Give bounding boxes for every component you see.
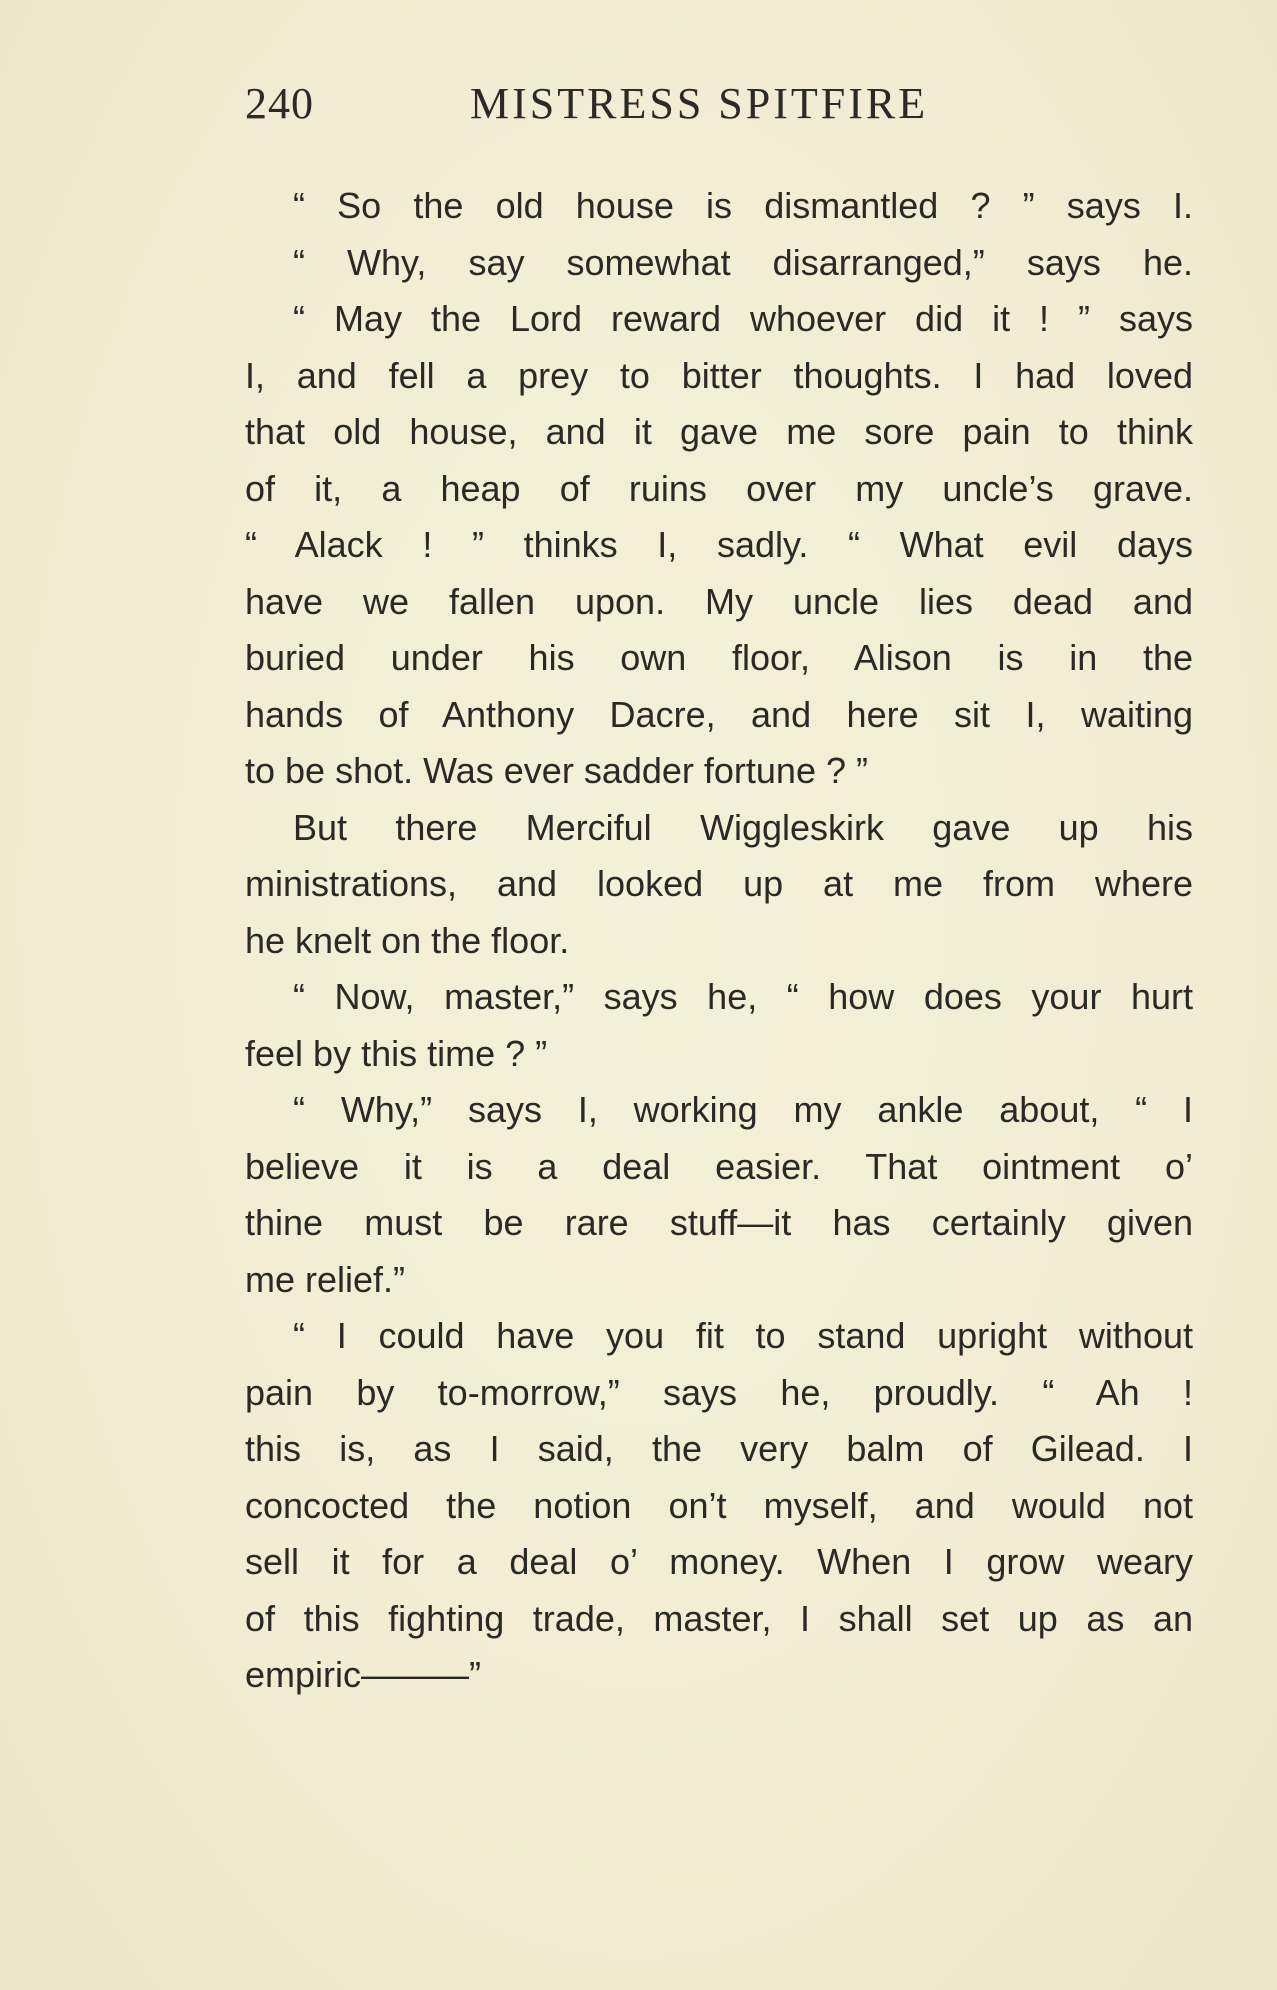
page-header xyxy=(245,78,965,138)
text-line: this is, as I said, the very balm of Gilead. I xyxy=(245,1428,1193,1469)
text-line: sell it for a deal o’ money. When I grow weary xyxy=(245,1541,1193,1582)
text-line: feel by this time ? ” xyxy=(245,1032,548,1074)
text-line: concocted the notion on’t myself, and would not xyxy=(245,1484,1193,1526)
page-number: 240 xyxy=(245,79,314,128)
text-line: me relief.” xyxy=(245,1258,406,1300)
text-line: I, and fell a prey to bitter thoughts. I had loved xyxy=(245,354,1193,396)
text-line: empiric———” xyxy=(245,1654,482,1695)
text-line: buried under his own floor, Alison is in the xyxy=(245,637,1193,678)
text-line: to be shot. Was ever sadder fortune ? ” xyxy=(245,750,868,791)
text-line: pain by to-morrow,” says he, proudly. “ Ah ! xyxy=(245,1371,1193,1413)
text-line: “ May the Lord reward whoever did it ! ” says xyxy=(293,298,1193,339)
text-line: “ I could have you fit to stand upright without xyxy=(293,1315,1193,1356)
text-line: hands of Anthony Dacre, and here sit I, waiting xyxy=(245,693,1193,735)
text-line: of it, a heap of ruins over my uncle’s grave. xyxy=(245,467,1193,509)
text-line: “ Why, say somewhat disarranged,” says he. xyxy=(293,241,1193,283)
text-line: have we fallen upon. My uncle lies dead and xyxy=(245,580,1193,622)
text-line: of this fighting trade, master, I shall set up as an xyxy=(245,1597,1193,1639)
running-title: MISTRESS SPITFIRE xyxy=(470,79,929,128)
text-line: “ Alack ! ” thinks I, sadly. “ What evil days xyxy=(245,524,1193,565)
text-line: “ Why,” says I, working my ankle about, “ I xyxy=(293,1089,1193,1130)
text-line: “ So the old house is dismantled ? ” says I. xyxy=(293,185,1193,226)
text-line: he knelt on the floor. xyxy=(245,919,570,961)
text-line: that old house, and it gave me sore pain to think xyxy=(245,411,1193,452)
text-line: But there Merciful Wiggleskirk gave up his xyxy=(293,806,1193,848)
text-line: believe it is a deal easier. That ointment o’ xyxy=(245,1145,1193,1187)
text-line: ministrations, and looked up at me from where xyxy=(245,863,1193,904)
text-line: “ Now, master,” says he, “ how does your hurt xyxy=(293,976,1193,1017)
body-text xyxy=(245,178,1193,1704)
text-line: thine must be rare stuff—it has certainly given xyxy=(245,1202,1193,1243)
